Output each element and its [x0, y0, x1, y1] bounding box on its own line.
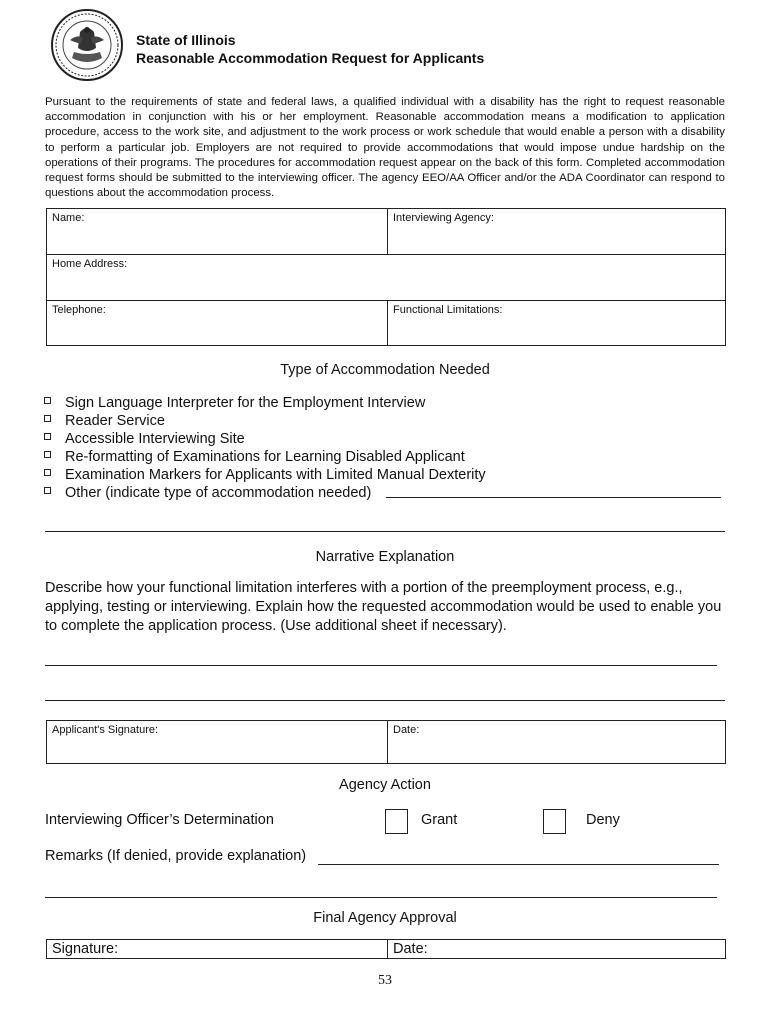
checkbox-icon[interactable] — [44, 487, 51, 494]
state-seal-logo — [50, 8, 124, 82]
option-label: Reader Service — [65, 413, 165, 429]
other-accommodation-line[interactable] — [386, 497, 721, 498]
applicant-signature-label: Applicant's Signature: — [52, 724, 159, 736]
checkbox-icon[interactable] — [44, 415, 51, 422]
final-signature-field[interactable] — [47, 940, 388, 959]
home-address-field[interactable] — [47, 255, 726, 301]
functional-limitations-field[interactable] — [388, 301, 726, 346]
option-accessible-site — [44, 430, 486, 448]
telephone-label: Telephone: — [52, 304, 106, 316]
narrative-heading: Narrative Explanation — [315, 549, 455, 565]
option-label: Accessible Interviewing Site — [65, 431, 245, 447]
interviewing-agency-label: Interviewing Agency: — [393, 212, 494, 224]
grant-checkbox[interactable] — [385, 809, 408, 834]
option-other — [44, 484, 486, 502]
form-header — [136, 31, 484, 67]
remarks-line-2[interactable] — [45, 897, 717, 898]
deny-label: Deny — [586, 812, 620, 828]
intro-paragraph: Pursuant to the requirements of state and federal laws, a qualified individual with a disability has the right to request reasonable accommodation in conjunction with his or her employment. Reasonable accommodation means a modification to application procedure, access to the work site, and adjustment to the work process or work schedule that would enable a person with a disability to perform a particular job. Employers are not required to provide accommodations that would impose undue hardship on the operations of their programs. The procedures for accommodation request appear on the back of this form. Completed accommodation request forms should be submitted to the interviewing officer. The agency EEO/AA Officer and/or the ADA Coordinator can respond to questions about the accommodation process. — [45, 96, 725, 200]
remarks-label: Remarks (If denied, provide explanation) — [45, 848, 307, 864]
final-approval-table — [46, 939, 726, 959]
applicant-info-table — [46, 208, 726, 346]
form-title: Reasonable Accommodation Request for Applicants — [136, 50, 485, 66]
checkbox-icon[interactable] — [44, 397, 51, 404]
checkbox-icon[interactable] — [44, 433, 51, 440]
option-examination-markers — [44, 466, 486, 484]
form-state-title: State of Illinois — [136, 32, 236, 48]
option-label: Re-formatting of Examinations for Learning Disabled Applicant — [65, 449, 465, 465]
page-number: 53 — [378, 973, 392, 988]
option-label: Sign Language Interpreter for the Employment Interview — [65, 395, 426, 411]
final-signature-label: Signature: — [52, 941, 119, 957]
telephone-field[interactable] — [47, 301, 388, 346]
determination-label: Interviewing Officer’s Determination — [45, 812, 274, 828]
applicant-signature-field[interactable] — [47, 721, 388, 764]
checkbox-icon[interactable] — [44, 469, 51, 476]
option-reformatting — [44, 448, 486, 466]
agency-action-heading: Agency Action — [339, 777, 431, 793]
functional-limitations-label: Functional Limitations: — [393, 304, 503, 316]
narrative-line-1[interactable] — [45, 665, 717, 666]
accommodation-heading: Type of Accommodation Needed — [280, 362, 490, 378]
option-label: Examination Markers for Applicants with Limited Manual Dexterity — [65, 467, 486, 483]
checkbox-icon[interactable] — [44, 451, 51, 458]
signature-date-label: Date: — [393, 724, 420, 736]
name-field[interactable] — [47, 209, 388, 255]
option-label: Other (indicate type of accommodation needed) — [65, 485, 372, 501]
signature-date-field[interactable] — [388, 721, 726, 764]
narrative-instructions: Describe how your functional limitation interferes with a portion of the preemployment process, e.g., applying, testing or interviewing. Explain how the requested accommodation would be used to enable you to complete the application process. (Use additional sheet if necessary). — [45, 580, 722, 634]
deny-checkbox[interactable] — [543, 809, 566, 834]
accommodation-options — [44, 394, 486, 502]
interviewing-agency-field[interactable] — [388, 209, 726, 255]
option-reader-service — [44, 412, 486, 430]
grant-label: Grant — [421, 812, 458, 828]
final-date-field[interactable] — [388, 940, 726, 959]
narrative-line-2[interactable] — [45, 700, 725, 701]
remarks-line-1[interactable] — [318, 864, 719, 865]
other-accommodation-line-2[interactable] — [45, 531, 725, 532]
option-sign-language — [44, 394, 486, 412]
applicant-signature-table — [46, 720, 726, 764]
name-label: Name: — [52, 212, 85, 224]
final-date-label: Date: — [393, 941, 428, 957]
final-approval-heading: Final Agency Approval — [313, 910, 457, 926]
home-address-label: Home Address: — [52, 258, 128, 270]
